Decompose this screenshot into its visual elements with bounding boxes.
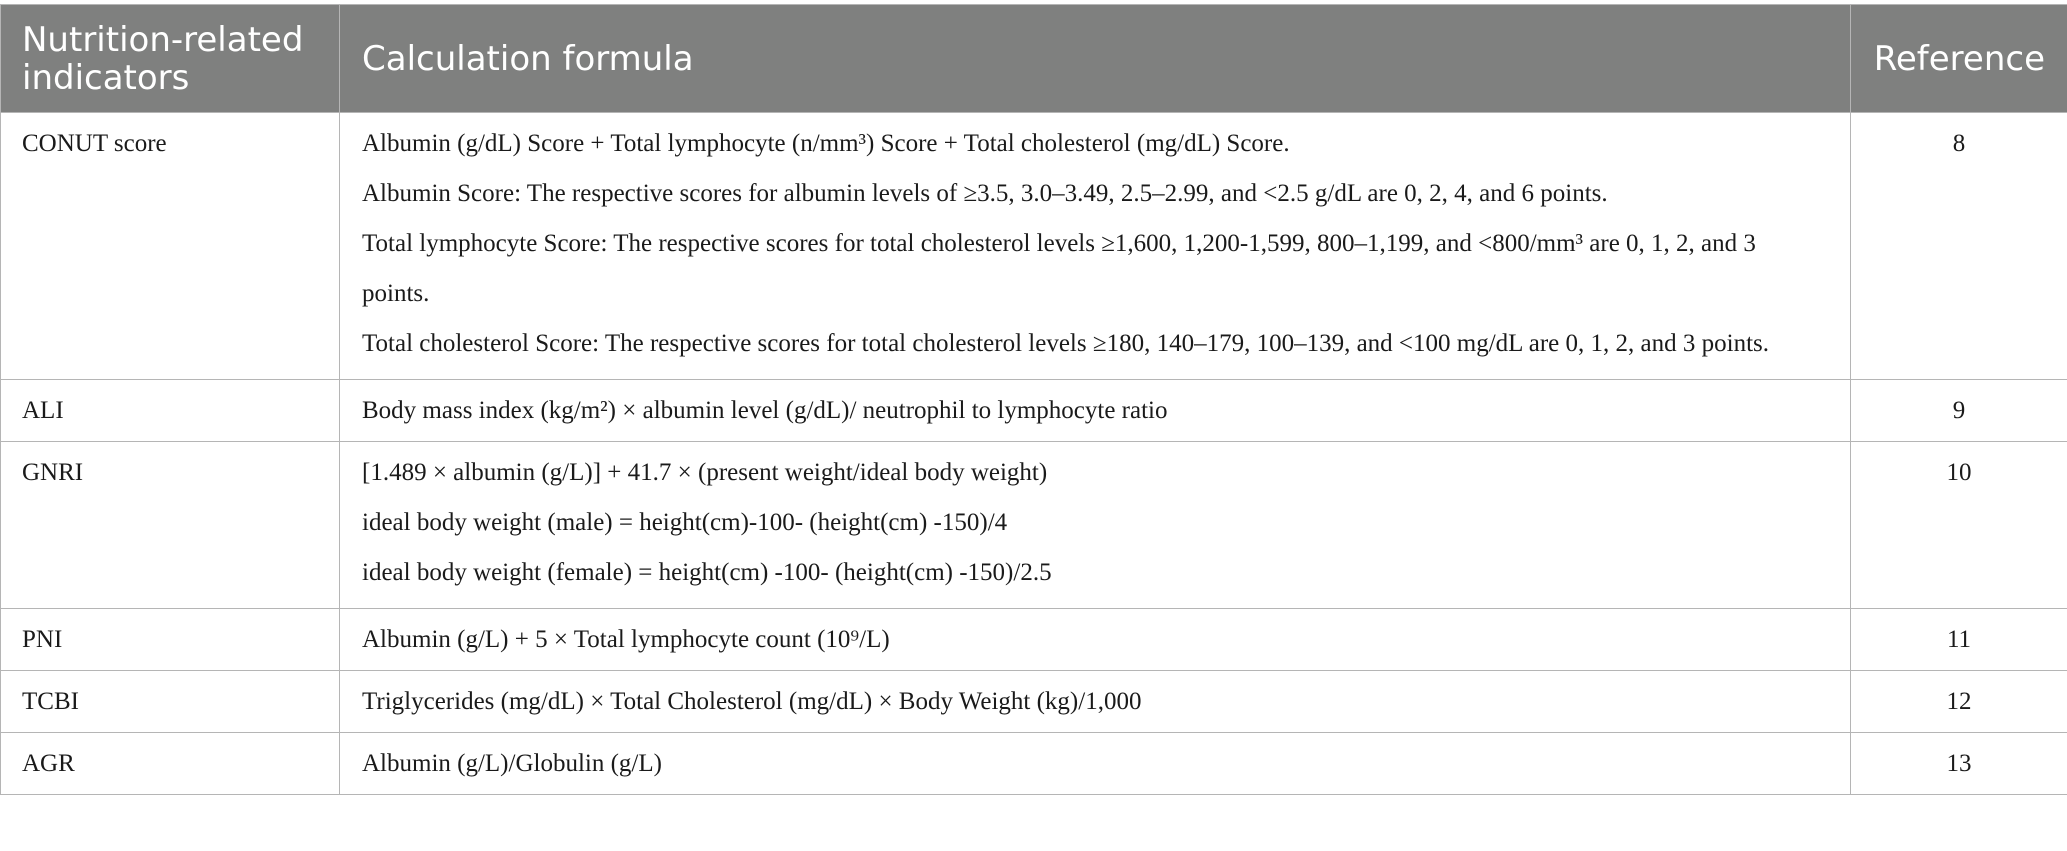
table-row-agr [1, 733, 2067, 795]
row-indicator: TCBI [1, 671, 340, 733]
nutrition-indicators-table [0, 4, 2067, 795]
row-reference: 9 [1851, 380, 2067, 442]
row-indicator: CONUT score [1, 113, 340, 380]
formula-line: Total lymphocyte Score: The respective scores for total cholesterol levels ≥1,600, 1,200-1,599, 800–1,199, and <800/mm³ are 0, 1, 2, and 3 points. [362, 230, 1756, 307]
table-row-ali [1, 380, 2067, 442]
formula-line: Body mass index (kg/m²) × albumin level (g/dL)/ neutrophil to lymphocyte ratio [362, 397, 1168, 424]
formula-line: Total cholesterol Score: The respective scores for total cholesterol levels ≥180, 140–179, 100–139, and <100 mg/dL are 0, 1, 2, and 3 points. [362, 330, 1769, 357]
row-reference: 10 [1851, 442, 2067, 609]
row-formula [340, 442, 1851, 609]
row-formula [340, 733, 1851, 795]
formula-line: Triglycerides (mg/dL) × Total Cholesterol (mg/dL) × Body Weight (kg)/1,000 [362, 688, 1142, 715]
formula-line: ideal body weight (female) = height(cm) -100- (height(cm) -150)/2.5 [362, 559, 1052, 586]
row-indicator: ALI [1, 380, 340, 442]
row-formula [340, 609, 1851, 671]
formula-line: Albumin (g/L) + 5 × Total lymphocyte count (10⁹/L) [362, 626, 890, 653]
row-indicator: AGR [1, 733, 340, 795]
row-formula [340, 671, 1851, 733]
row-reference: 12 [1851, 671, 2067, 733]
row-indicator: GNRI [1, 442, 340, 609]
table-header-row [1, 5, 2067, 113]
formula-line: Albumin (g/dL) Score + Total lymphocyte (n/mm³) Score + Total cholesterol (mg/dL) Score. [362, 130, 1290, 157]
table-row-pni [1, 609, 2067, 671]
row-reference: 8 [1851, 113, 2067, 380]
formula-line: Albumin Score: The respective scores for albumin levels of ≥3.5, 3.0–3.49, 2.5–2.99, and <2.5 g/dL are 0, 2, 4, and 6 points. [362, 180, 1608, 207]
header-indicator: Nutrition-related indicators [1, 5, 340, 113]
header-reference: Reference [1851, 5, 2067, 113]
formula-line: Albumin (g/L)/Globulin (g/L) [362, 750, 662, 777]
table-row-tcbi [1, 671, 2067, 733]
row-reference: 11 [1851, 609, 2067, 671]
row-formula [340, 380, 1851, 442]
row-indicator: PNI [1, 609, 340, 671]
row-formula [340, 113, 1851, 380]
row-reference: 13 [1851, 733, 2067, 795]
formula-line: [1.489 × albumin (g/L)] + 41.7 × (present weight/ideal body weight) [362, 459, 1048, 486]
table-row-gnri [1, 442, 2067, 609]
table-row-conut [1, 113, 2067, 380]
formula-line: ideal body weight (male) = height(cm)-100- (height(cm) -150)/4 [362, 509, 1008, 536]
header-formula: Calculation formula [340, 5, 1851, 113]
